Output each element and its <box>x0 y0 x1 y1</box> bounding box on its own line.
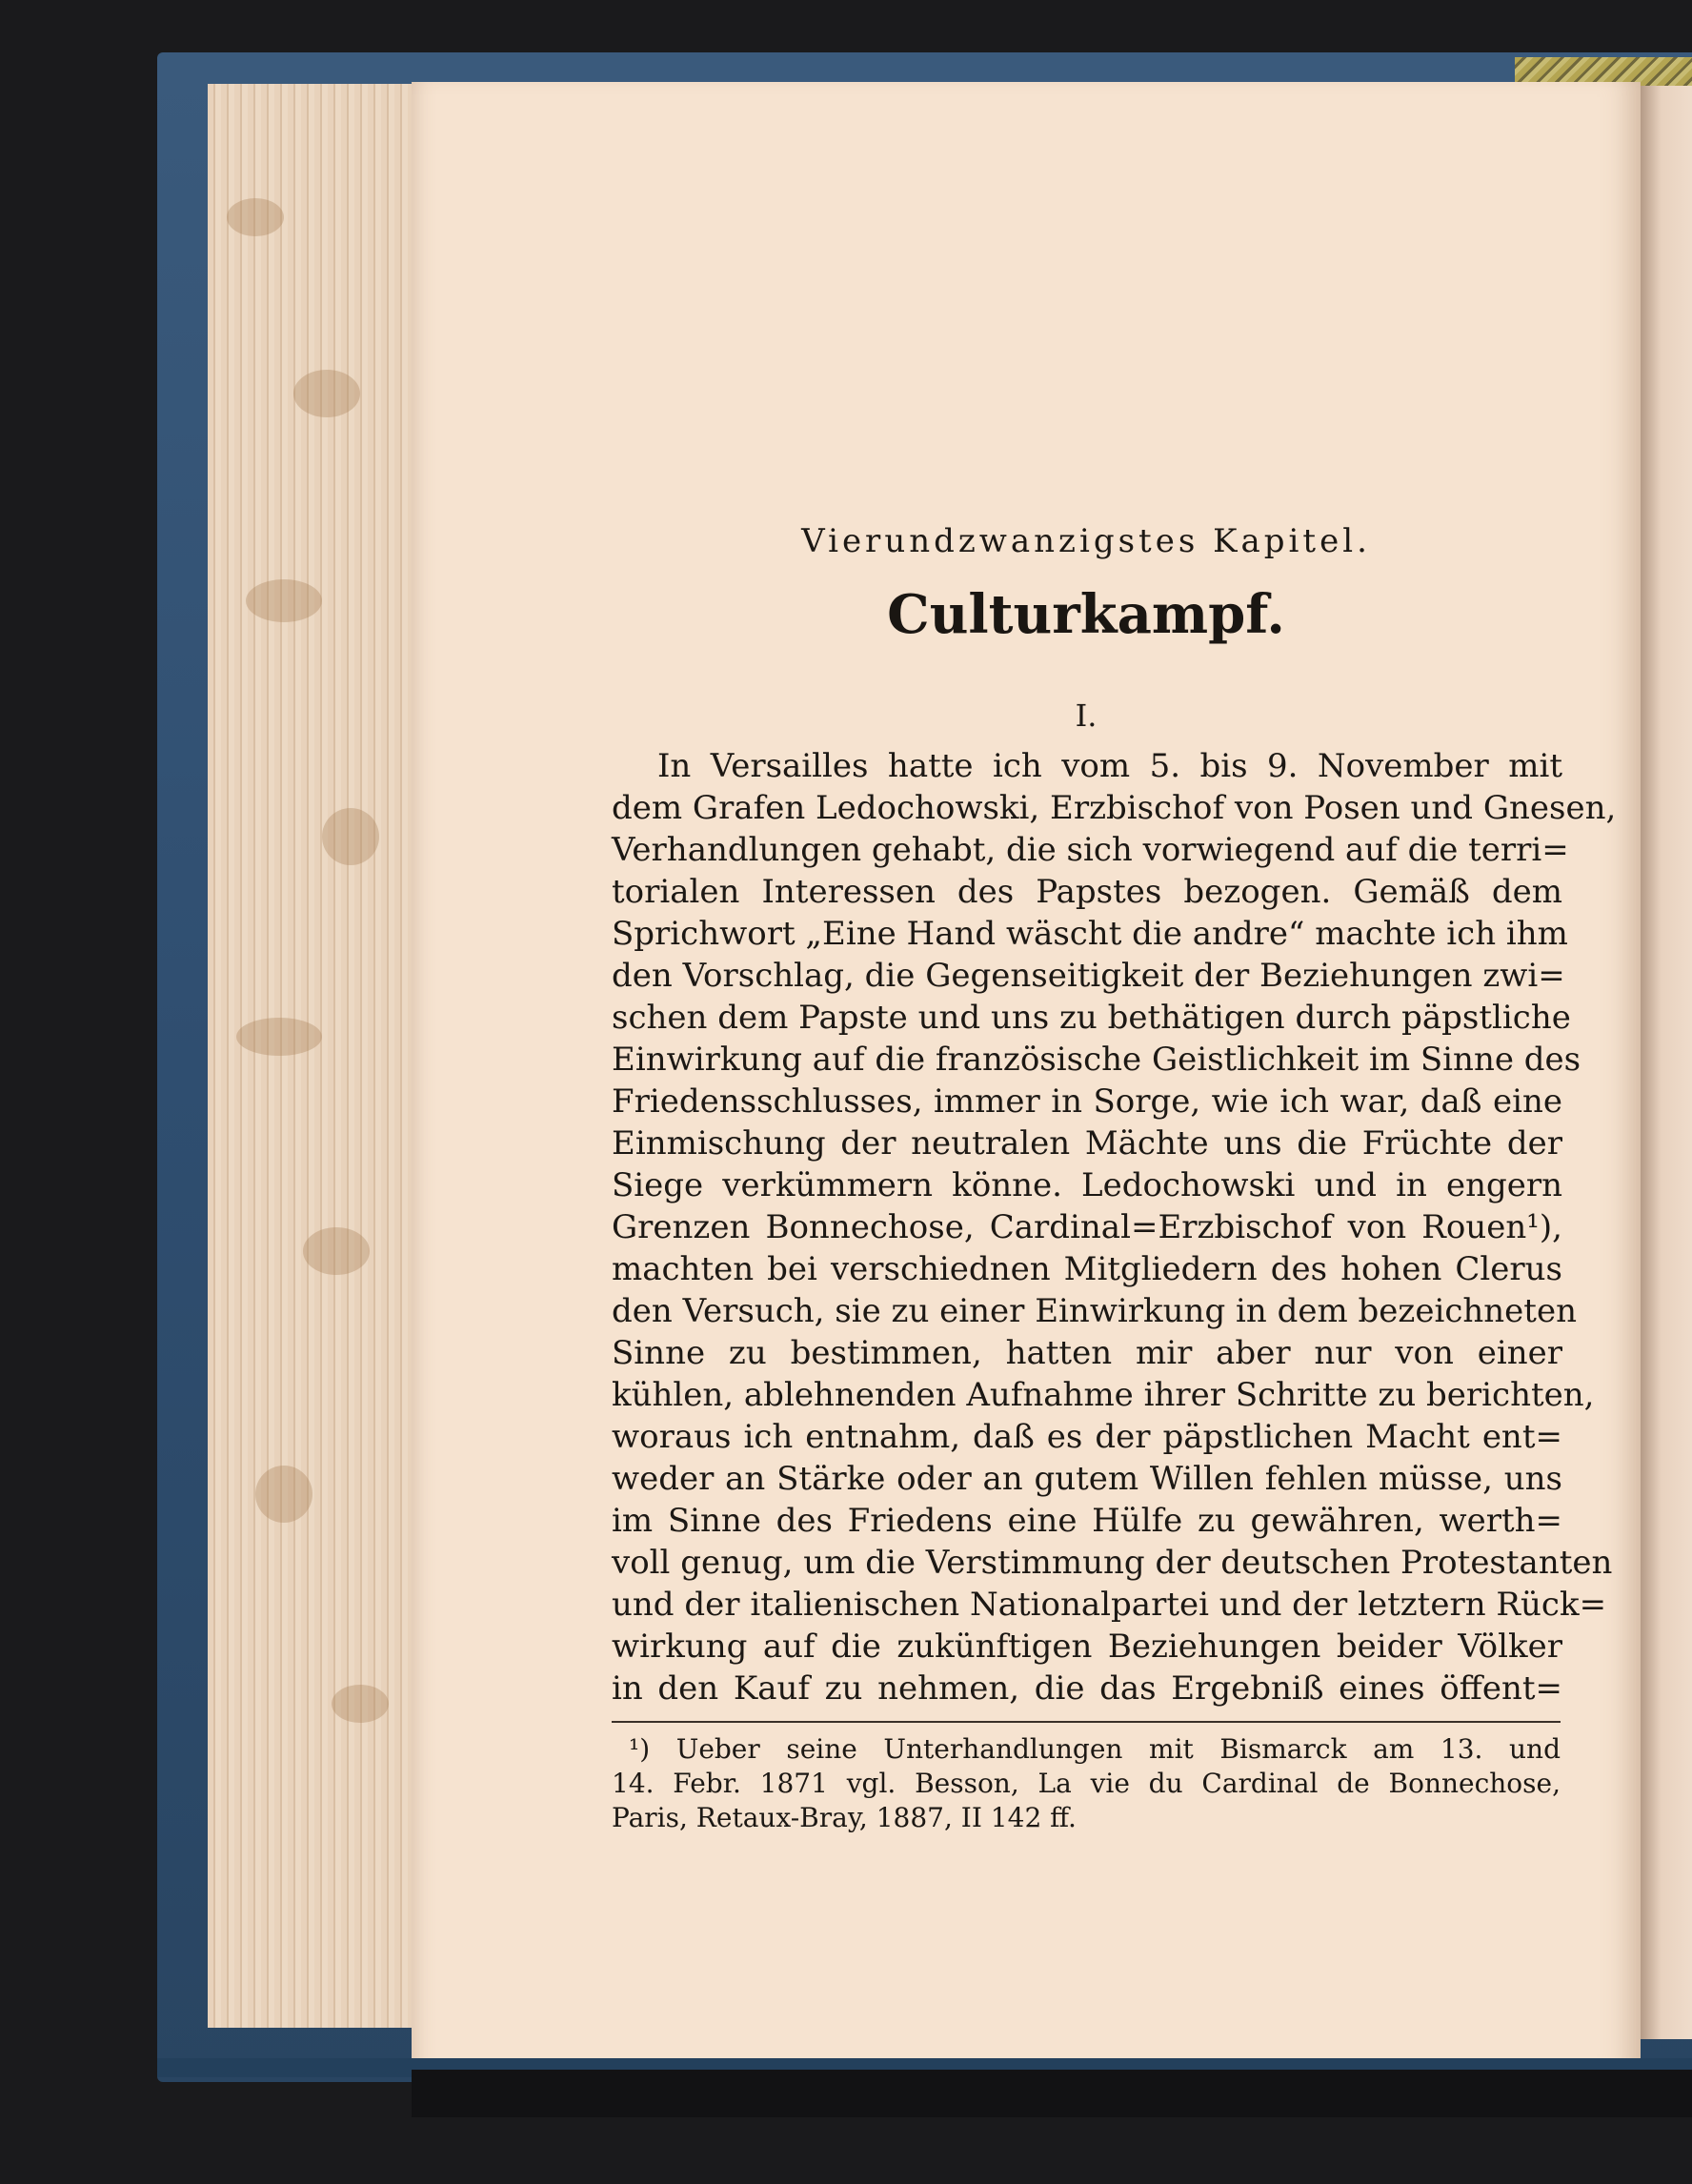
body-line: Siege verkümmern könne. Ledochowski und in engern <box>612 1166 1562 1204</box>
body-line: woraus ich entnahm, daß es der päpstlichen Macht ent= <box>612 1418 1562 1456</box>
body-line: torialen Interessen des Papstes bezogen. Gemäß dem <box>612 873 1562 911</box>
chapter-title: Culturkampf. <box>887 583 1285 646</box>
facing-page-edge <box>1641 86 1692 2039</box>
body-line: in den Kauf zu nehmen, die das Ergebniß eines öffent= <box>612 1669 1562 1708</box>
body-line: kühlen, ablehnenden Aufnahme ihrer Schritte zu berichten, <box>612 1376 1595 1414</box>
body-line: Friedensschlusses, immer in Sorge, wie ich war, daß eine <box>612 1082 1562 1121</box>
page-edges <box>208 84 417 2028</box>
body-line: den Versuch, sie zu einer Einwirkung in dem bezeichneten <box>612 1292 1577 1330</box>
body-line: wirkung auf die zukünftigen Beziehungen beider Völker <box>612 1628 1562 1666</box>
body-line: Grenzen Bonnechose, Cardinal=Erzbischof von Rouen¹), <box>612 1208 1562 1246</box>
chapter-number: Vierundzwanzigstes Kapitel. <box>801 522 1371 560</box>
body-line: machten bei verschiednen Mitgliedern des hohen Clerus <box>612 1250 1562 1288</box>
body-line: im Sinne des Friedens eine Hülfe zu gewähren, werth= <box>612 1502 1562 1540</box>
body-line: Sinne zu bestimmen, hatten mir aber nur von einer <box>612 1334 1562 1372</box>
body-line: dem Grafen Ledochowski, Erzbischof von Posen und Gnesen, <box>612 789 1617 827</box>
footnote-line: Paris, Retaux-Bray, 1887, II 142 ff. <box>612 1802 1077 1833</box>
body-line: schen dem Papste und uns zu bethätigen durch päpstliche <box>612 999 1571 1037</box>
footnote-rule <box>612 1721 1561 1723</box>
section-number: I. <box>1075 698 1098 734</box>
body-line: und der italienischen Nationalpartei und der letztern Rück= <box>612 1586 1607 1624</box>
body-line: Einwirkung auf die französische Geistlichkeit im Sinne des <box>612 1041 1581 1079</box>
body-line: Einmischung der neutralen Mächte uns die Früchte der <box>612 1124 1562 1163</box>
body-line: voll genug, um die Verstimmung der deutschen Protestanten <box>612 1544 1613 1582</box>
footnote-line: ¹) Ueber seine Unterhandlungen mit Bismarck am 13. und <box>629 1733 1561 1765</box>
body-line: In Versailles hatte ich vom 5. bis 9. November mit <box>657 747 1562 785</box>
body-line: Verhandlungen gehabt, die sich vorwiegend auf die terri= <box>612 831 1569 869</box>
footnote-line: 14. Febr. 1871 vgl. Besson, La vie du Cardinal de Bonnechose, <box>612 1768 1561 1799</box>
bottom-shadow <box>412 2070 1692 2117</box>
body-line: Sprichwort „Eine Hand wäscht die andre“ machte ich ihm <box>612 915 1568 953</box>
body-line: den Vorschlag, die Gegenseitigkeit der Beziehungen zwi= <box>612 957 1565 995</box>
body-line: weder an Stärke oder an gutem Willen fehlen müsse, uns <box>612 1460 1562 1498</box>
